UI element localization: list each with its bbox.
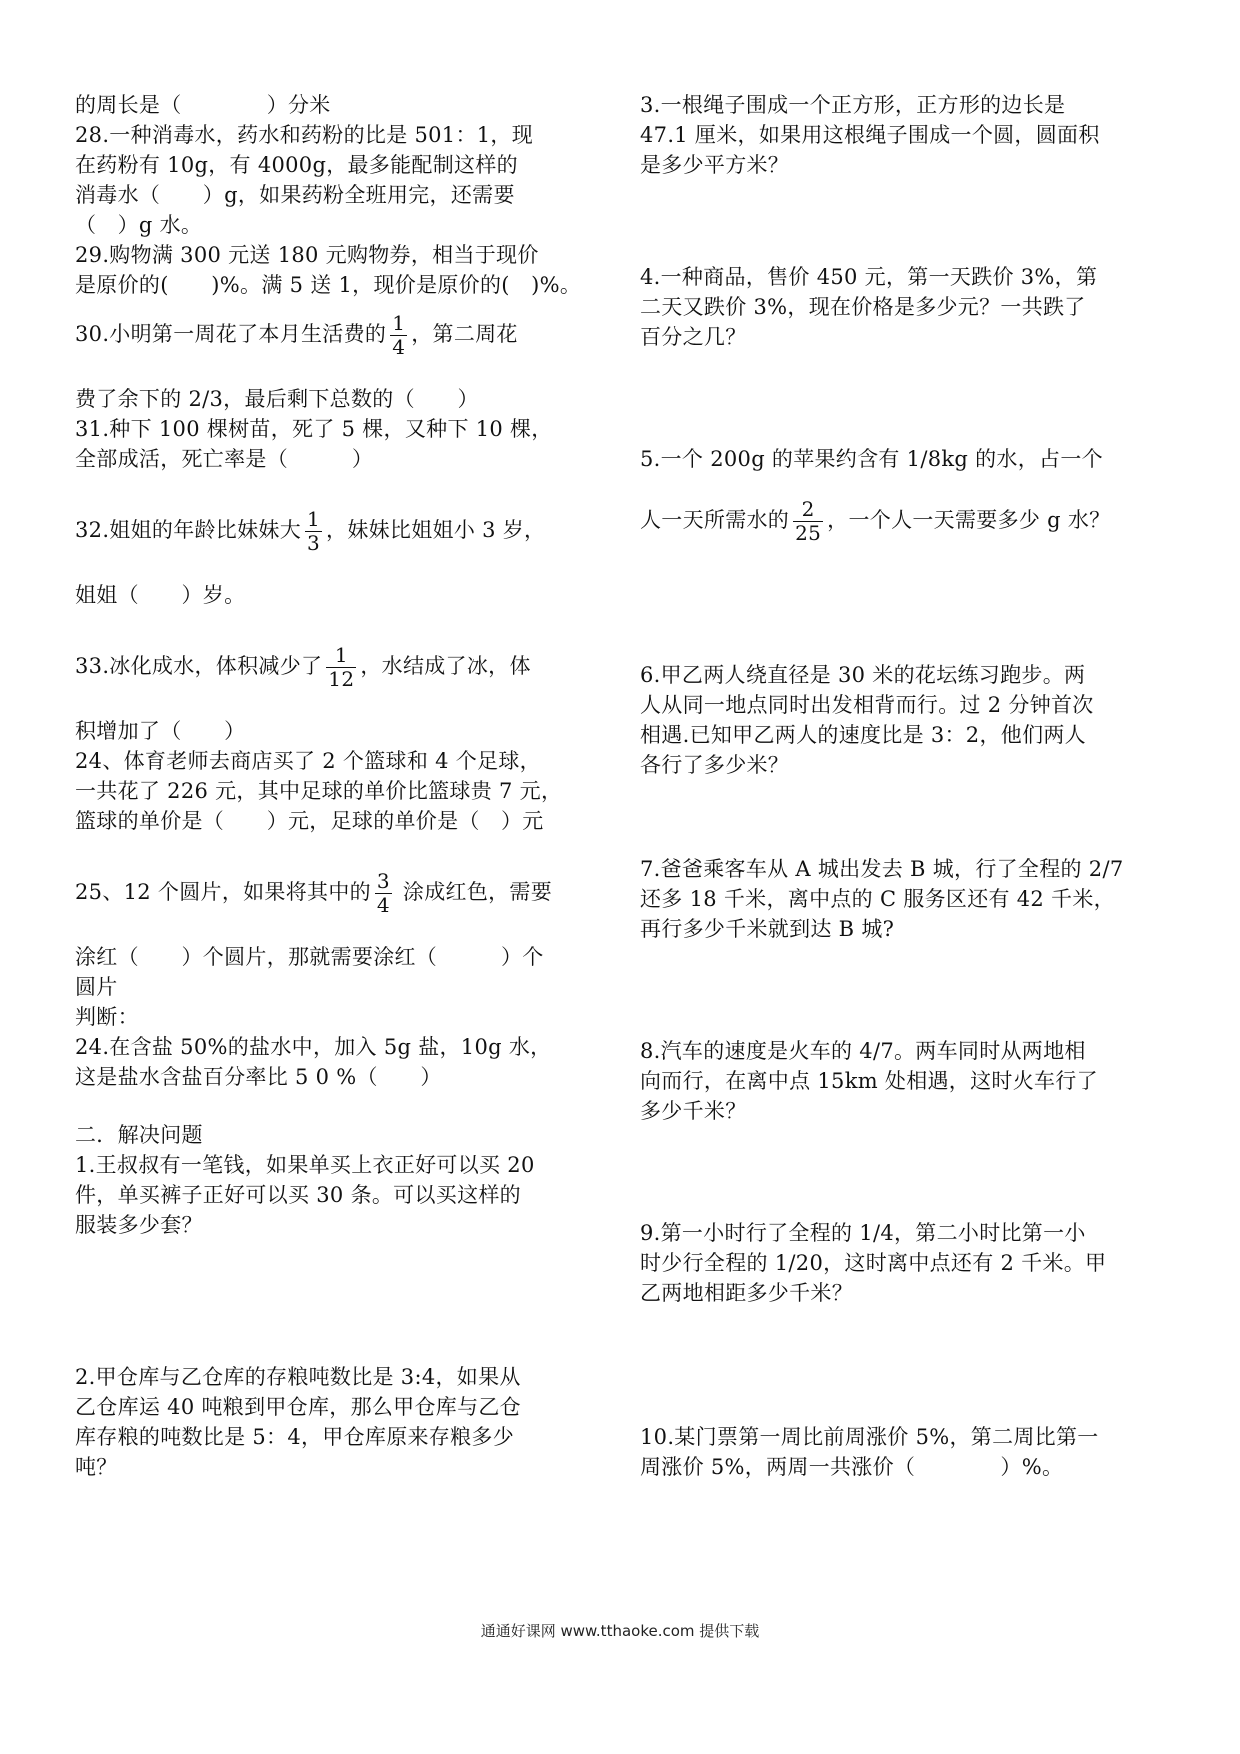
footer-credit: 通通好课网 www.tthaoke.com 提供下载 — [480, 1622, 760, 1640]
problem-10: 10.某门票第一周比前周涨价 5%，第二周比第一 周涨价 5%，两周一共涨价（ ）%。 — [640, 1425, 1099, 1479]
problem-4: 4.一种商品，售价 450 元，第一天跌价 3%，第 二天又跌价 3%，现在价格是多少元？一共跌了 百分之几？ — [640, 265, 1098, 349]
question-24-salt: 24.在含盐 50%的盐水中，加入 5g 盐，10g 水， 这是盐水含盐百分率比 5 0 %（ ） — [75, 1035, 552, 1089]
question-28: 28.一种消毒水，药水和药粉的比是 501：1，现 在药粉有 10g，有 4000g，最多能配制这样的 消毒水（ ）g，如果药粉全班用完，还需要 （ ）g 水。 — [75, 123, 534, 237]
fraction-two-twentyfifths: $\frac{2}{25}$ — [795, 497, 822, 545]
fraction-one-twelfth: $\frac{1}{12}$ — [328, 643, 355, 691]
question-24-basketball: 24、体育老师去商店买了 2 个篮球和 4 个足球， 一共花了 226 元，其中足球的单价比篮球贵 7 元， 篮球的单价是（ ）元，足球的单价是（ ）元 — [75, 749, 563, 833]
problem-7: 7.爸爸乘客车从 A 城出发去 B 城，行了全程的 2/7 还多 18 千米，离中点的 C 服务区还有 42 千米， 再行多少千米就到达 B 城? — [640, 857, 1124, 941]
question-31: 31.种下 100 棵树苗，死了 5 棵，又种下 10 棵， 全部成活，死亡率是（ ） — [75, 417, 553, 471]
section-heading: 二．解决问题 — [75, 1123, 203, 1147]
problem-9: 9.第一小时行了全程的 1/4，第二小时比第一小 时少行全程的 1/20，这时离中点还有 2 千米。甲 乙两地相距多少千米？ — [640, 1221, 1107, 1305]
problem-6: 6.甲乙两人绕直径是 30 米的花坛练习跑步。两 人从同一地点同时出发相背而行。过 2 分钟首次 相遇.已知甲乙两人的速度比是 3：2，他们两人 各行了多少米？ — [640, 663, 1094, 777]
problem-5: 5.一个 200g 的苹果约含有 1/8kg 的水，占一个 人一天所需水的 $\frac{2}{25}$ ，一个人一天需要多少 g 水？ — [640, 447, 1111, 545]
question-33: 33.冰化成水，体积减少了 $\frac{1}{12}$ ，水结成了冰，体 积增加了（ ） — [75, 643, 531, 743]
question-32: 32.姐姐的年龄比妹妹大 $\frac{1}{3}$ ，妹妹比姐姐小 3 岁， 姐姐（ ）岁。 — [75, 507, 546, 607]
problem-8: 8.汽车的速度是火车的 4/7。两车同时从两地相 向而行，在离中点 15km 处相遇，这时火车行了 多少千米？ — [640, 1039, 1098, 1123]
problem-1: 1.王叔叔有一笔钱，如果单买上衣正好可以买 20 件，单买裤子正好可以买 30 条。可以买这样的 服装多少套？ — [75, 1153, 535, 1237]
problem-2: 2.甲仓库与乙仓库的存粮吨数比是 3:4，如果从 乙仓库运 40 吨粮到甲仓库，那么甲仓库与乙仓 库存粮的吨数比是 5：4，甲仓库原来存粮多少 吨？ — [75, 1365, 521, 1479]
q27-tail: 的周长是（ ）分米 — [75, 93, 331, 117]
question-25: 25、12 个圆片，如果将其中的 $\frac{3}{4}$ 涂成红色，需要 涂红（ ）个圆片，那就需要涂红（ ）个 圆片 — [75, 869, 553, 999]
judge-heading: 判断： — [75, 1005, 139, 1029]
question-29: 29.购物满 300 元送 180 元购物券，相当于现价 是原价的( )%。满 5 送 1，现价是原价的( )%。 — [75, 243, 582, 297]
fraction-one-quarter: $\frac{1}{4}$ — [392, 311, 406, 359]
question-30: 30.小明第一周花了本月生活费的 $\frac{1}{4}$ ，第二周花 费了余下的 2/3，最后剩下总数的（ ） — [75, 311, 518, 411]
fraction-one-third: $\frac{1}{3}$ — [307, 507, 321, 555]
right-column — [640, 90, 1175, 1482]
left-column — [75, 90, 610, 1482]
fraction-three-quarters: $\frac{3}{4}$ — [376, 869, 390, 917]
problem-3: 3.一根绳子围成一个正方形，正方形的边长是 47.1 厘米，如果用这根绳子围成一个圆，圆面积 是多少平方米？ — [640, 93, 1100, 177]
